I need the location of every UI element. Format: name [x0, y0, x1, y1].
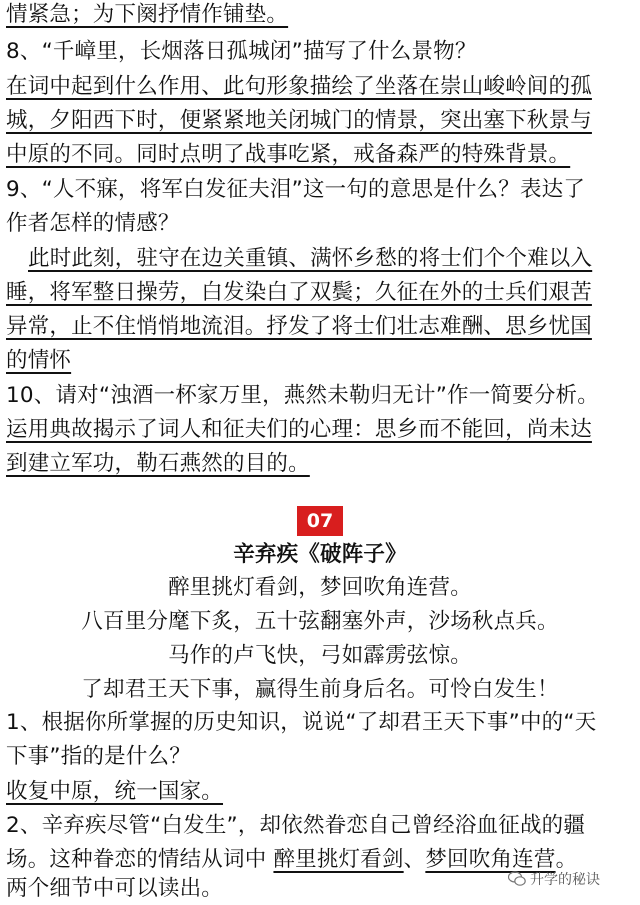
question-9-line-2: 作者怎样的情感？ [6, 211, 180, 236]
answer-9-line-3: 异常，止不住悄悄地流泪。抒发了将士们壮志难酬、思乡忧国 [6, 314, 592, 339]
poem-line-2: 八百里分麾下炙，五十弦翻塞外声，沙场秋点兵。 [81, 609, 559, 634]
answer-1: 收复中原，统一国家。 [6, 779, 224, 804]
question-10: 10、请对“浊酒一杯家万里，燕然未勒归无计”作一简要分析。 [6, 383, 599, 408]
answer-8-line-1: 在词中起到什么作用、此句形象描绘了坐落在崇山峻岭间的孤 [6, 74, 592, 99]
answer-10-line-2: 到建立军功，勒石燕然的目的。 [6, 451, 310, 476]
question-2-line-1: 2、辛弃疾尽管“白发生”，却依然眷恋自己曾经浴血征战的疆 [6, 813, 586, 838]
poem-line-4: 了却君王天下事，赢得生前身后名。可怜白发生！ [81, 677, 559, 702]
answer-9-line-1: 此时此刻，驻守在边关重镇、满怀乡愁的将士们个个难以入 [28, 246, 593, 271]
question-1-line-1: 1、根据你所掌握的历史知识，说说“了却君王天下事”中的“天 [6, 710, 597, 735]
answer-9-line-2: 睡，将军整日操劳，白发染白了双鬓；久征在外的士兵们艰苦 [6, 280, 592, 305]
answer-8-line-2: 城，夕阳西下时，便紧紧地关闭城门的情景，突出塞下秋景与 [6, 108, 592, 133]
watermark [508, 869, 600, 889]
question-2-prefix: 场。这种眷恋的情结从词中 [6, 847, 267, 872]
section-number-badge: 07 [297, 506, 343, 536]
wechat-icon [508, 871, 526, 887]
question-8: 8、“千嶂里，长烟落日孤城闭”描写了什么景物？ [6, 39, 477, 64]
poem-line-3: 马作的卢飞快，弓如霹雳弦惊。 [168, 643, 472, 668]
answer-2-detail-1: 醉里挑灯看剑 [273, 847, 404, 872]
poem-title: 辛弃疾《破阵子》 [233, 542, 407, 567]
answer-9-line-4: 的情怀 [6, 348, 72, 373]
question-9-line-1: 9、“人不寐，将军白发征夫泪”这一句的意思是什么？表达了 [6, 177, 586, 202]
poem-line-1: 醉里挑灯看剑，梦回吹角连营。 [168, 575, 472, 600]
line-1: 情紧急；为下阕抒情作铺垫。 [6, 2, 289, 27]
answer-2-detail-2: 梦回吹角连营 [425, 847, 556, 872]
question-2-suffix: 。 [555, 847, 578, 872]
question-1-line-2: 下事”指的是什么？ [6, 744, 191, 769]
answer-8-line-3: 中原的不同。同时点明了战事吃紧，戒备森严的特殊背景。 [6, 142, 571, 167]
question-2-line-3: 两个细节中可以读出。 [6, 876, 224, 901]
separator: 、 [403, 847, 426, 872]
question-2-line-2 [6, 845, 577, 875]
watermark-text: 升学的秘诀 [530, 872, 600, 888]
answer-10-line-1: 运用典故揭示了词人和征夫们的心理：思乡而不能回，尚未达 [6, 417, 592, 442]
